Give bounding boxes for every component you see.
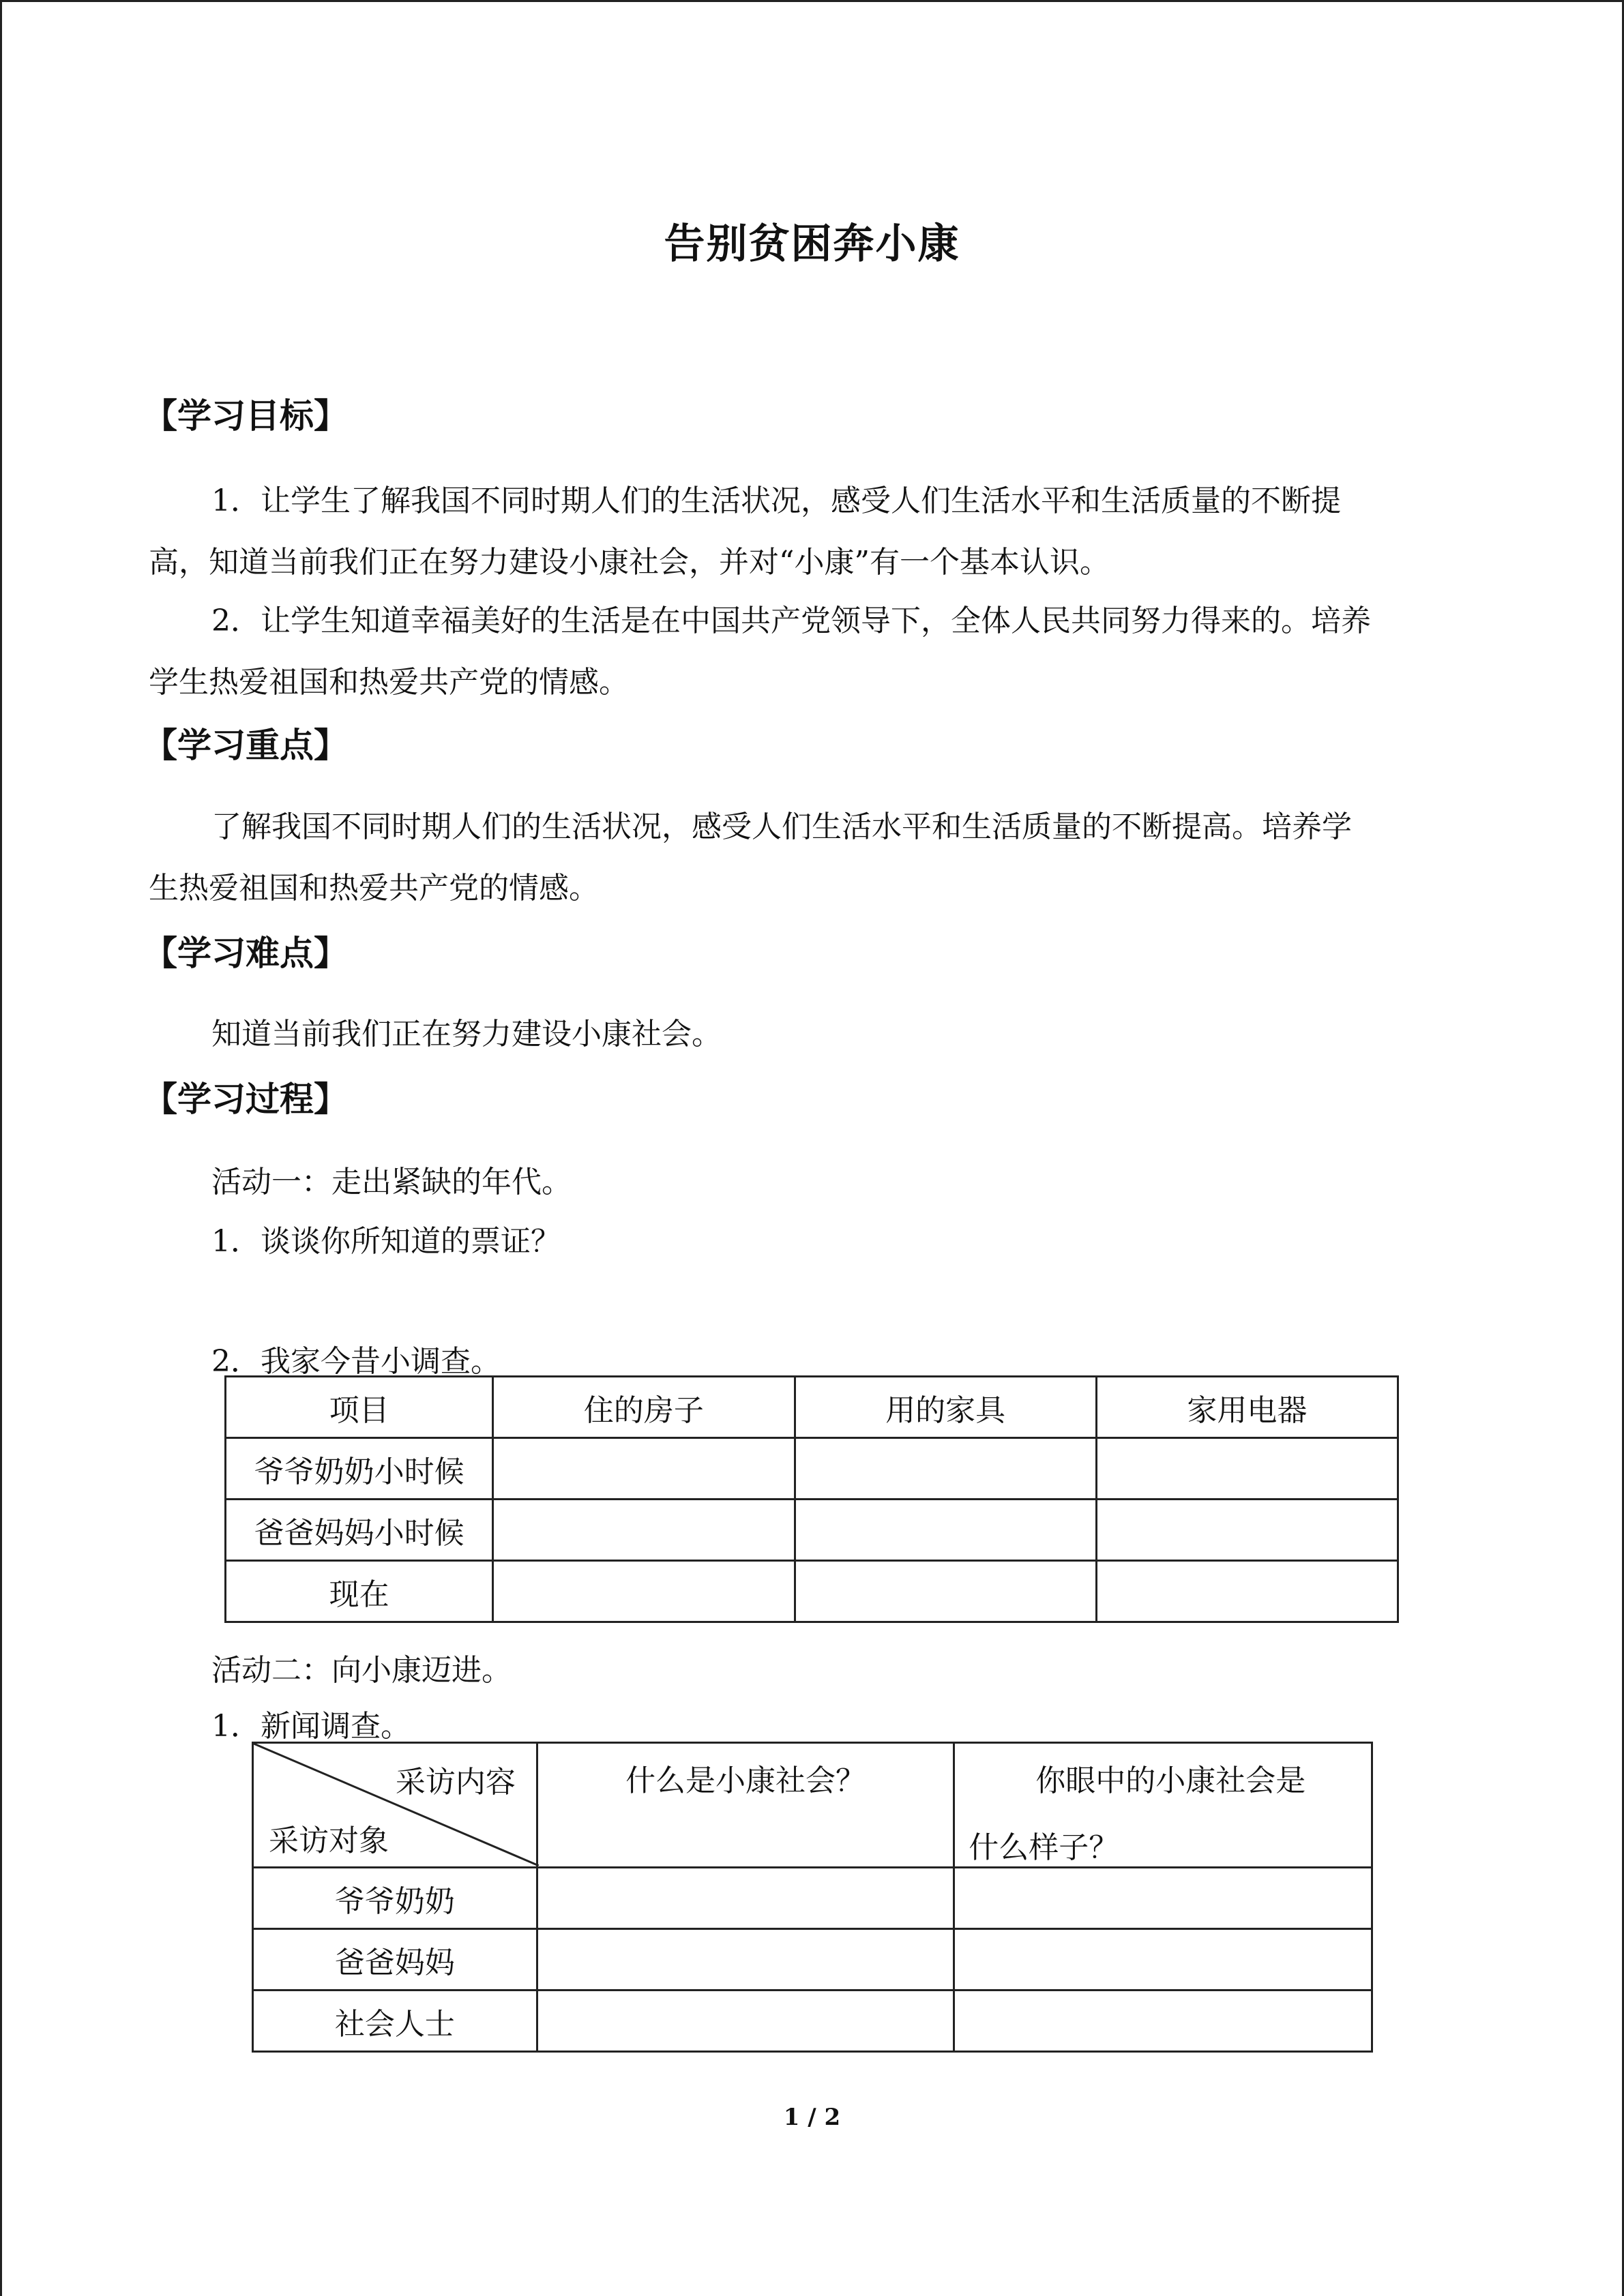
table-cell-blank xyxy=(537,1868,954,1929)
goal-item-1-line-1: 1．让学生了解我国不同时期人们的生活状况，感受人们生活水平和生活质量的不断提 xyxy=(211,483,1341,518)
table-row xyxy=(253,1868,1372,1929)
table-row xyxy=(253,1991,1372,2052)
table-row-label: 现在 xyxy=(226,1561,493,1622)
goal-item-2-line-1: 2．让学生知道幸福美好的生活是在中国共产党领导下，全体人民共同努力得来的。培养 xyxy=(211,603,1371,638)
section-heading-difficulties: 【学习难点】 xyxy=(143,934,348,973)
interview-survey-table xyxy=(252,1742,1373,2053)
table-cell-blank xyxy=(537,1929,954,1991)
table-cell-blank xyxy=(954,1991,1372,2052)
table-row-label: 爷爷奶奶 xyxy=(253,1868,537,1929)
table-header-row xyxy=(226,1377,1398,1438)
table-cell-blank xyxy=(1096,1438,1398,1500)
page-title: 告别贫困奔小康 xyxy=(664,220,960,268)
table-cell-blank xyxy=(954,1929,1372,1991)
table-cell-blank xyxy=(493,1438,795,1500)
table-cell-blank xyxy=(493,1561,795,1622)
page-number: 1 / 2 xyxy=(783,2104,841,2131)
table-cell-blank xyxy=(537,1991,954,2052)
table-row xyxy=(226,1561,1398,1622)
header-line: 你眼中的小康社会是 xyxy=(1035,1763,1306,1798)
page-border-left xyxy=(0,0,2,2296)
table-row xyxy=(226,1438,1398,1500)
diagonal-header-top: 采访内容 xyxy=(395,1765,516,1800)
table-row xyxy=(226,1500,1398,1561)
key-points-line-2: 生热爱祖国和热爱共产党的情感。 xyxy=(149,871,599,906)
table-cell-blank xyxy=(795,1500,1096,1561)
goal-item-1-line-2: 高，知道当前我们正在努力建设小康社会，并对“小康”有一个基本认识。 xyxy=(149,545,1110,580)
table-cell-blank xyxy=(1096,1500,1398,1561)
table-row-label: 爷爷奶奶小时候 xyxy=(226,1438,493,1500)
table-row xyxy=(253,1929,1372,1991)
diagonal-header-bottom: 采访对象 xyxy=(269,1823,389,1858)
table-header-cell: 家用电器 xyxy=(1096,1377,1398,1438)
table-header-cell: 项目 xyxy=(226,1377,493,1438)
table-header-cell: 什么是小康社会？ xyxy=(537,1743,954,1868)
table-cell-blank xyxy=(1096,1561,1398,1622)
activity-2-title: 活动二：向小康迈进。 xyxy=(211,1653,512,1688)
table-header-cell: 用的家具 xyxy=(795,1377,1096,1438)
table-cell-blank xyxy=(795,1561,1096,1622)
header-line: 什么样子？ xyxy=(969,1830,1119,1865)
key-points-line-1: 了解我国不同时期人们的生活状况，感受人们生活水平和生活质量的不断提高。培养学 xyxy=(211,809,1352,844)
page-border-top xyxy=(0,0,1624,2)
table-cell-blank xyxy=(795,1438,1096,1500)
difficulties-line-1: 知道当前我们正在努力建设小康社会。 xyxy=(211,1017,722,1052)
table-row-label: 社会人士 xyxy=(253,1991,537,2052)
goal-item-2-line-2: 学生热爱祖国和热爱共产党的情感。 xyxy=(149,665,629,700)
table-row-label: 爸爸妈妈小时候 xyxy=(226,1500,493,1561)
activity-1-question-1: 1．谈谈你所知道的票证？ xyxy=(211,1224,561,1259)
activity-1-question-2: 2．我家今昔小调查。 xyxy=(211,1344,501,1379)
diagonal-header-cell xyxy=(253,1743,537,1868)
activity-1-title: 活动一：走出紧缺的年代。 xyxy=(211,1165,572,1199)
section-heading-key-points: 【学习重点】 xyxy=(143,726,348,765)
table-row-label: 爸爸妈妈 xyxy=(253,1929,537,1991)
table-header-cell xyxy=(954,1743,1372,1868)
section-heading-goals: 【学习目标】 xyxy=(143,396,348,436)
table-cell-blank xyxy=(493,1500,795,1561)
table-cell-blank xyxy=(954,1868,1372,1929)
table-header-row xyxy=(253,1743,1372,1868)
table-header-cell: 住的房子 xyxy=(493,1377,795,1438)
family-survey-table xyxy=(224,1375,1399,1623)
activity-2-question-1: 1．新闻调查。 xyxy=(211,1709,411,1744)
section-heading-process: 【学习过程】 xyxy=(143,1079,348,1119)
